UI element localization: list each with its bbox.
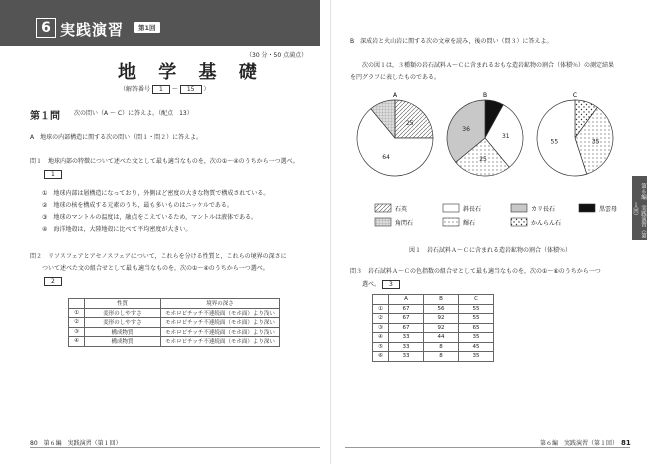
chapter-title: 実践演習 (60, 21, 125, 39)
footer-right: 第６編 実践演習（第１回） 81 (540, 439, 631, 447)
legend-swatch-5 (443, 218, 459, 226)
legend-label-1: 斜長石 (463, 206, 482, 213)
legend-swatch-1 (443, 204, 459, 212)
option-4: ④ 海洋地殻は，大陸地殻に比べて平均密度が大きい。 (42, 226, 192, 233)
table-row: ① 変形のしやすさ モホロビチッチ不連続面（モホ面）より浅い (69, 308, 280, 318)
pie-label-A: A (392, 92, 398, 99)
legend-swatch-0 (375, 204, 391, 212)
q1-1-stem: 問１ 地球内部の特徴について述べた文として最も適当なものを，次の①～④のうちから一つ選べ。 (30, 158, 299, 165)
pie-value-B-2: 25 (479, 155, 487, 163)
q3-stem-line2: 選べ。 3 (362, 280, 402, 289)
table-header-row: A B C (373, 295, 494, 305)
option-2: ② 地球の核を構成する元素のうち，最も多いものはニッケルである。 (42, 202, 233, 209)
legend-swatch-3 (579, 204, 595, 212)
table-row: ③ 構成物質 モホロビチッチ不連続面（モホ面）より浅い (69, 327, 280, 337)
legend-label-4: 角閃石 (395, 220, 414, 227)
legend-swatch-2 (511, 204, 527, 212)
section-b-text-2: を円グラフに表したものである。 (350, 74, 441, 81)
pie-value-A-1: 64 (382, 153, 390, 161)
footer-left: 80 第６編 実践演習（第１回） (30, 440, 122, 447)
pie-value-A-0: 25 (405, 120, 414, 128)
table-row: ② 変形のしやすさ モホロビチッチ不連続面（モホ面）より深い (69, 318, 280, 328)
legend-label-3: 黒雲母 (599, 206, 618, 213)
answer-range: （解答番号 1 ～ 15 ） (120, 86, 210, 93)
pie-label-C: C (572, 92, 578, 99)
pie-label-B: B (482, 92, 488, 99)
table-row: ② 67 92 55 (373, 314, 494, 324)
table-row: ⑤ 33 8 45 (373, 342, 494, 352)
figure-caption: 図１ 岩石試料Ａ～Ｃに含まれる造岩鉱物の割合（体積％） (408, 247, 572, 254)
q1-title: 第１問 (30, 111, 60, 122)
pie-value-B-1: 31 (501, 133, 510, 141)
q1-2-stem-line1: 問２ リソスフェアとアセノスフェアについて，これらを分ける性質と，これらの境界の深さに (30, 253, 287, 260)
q1-2-answer-box: 2 (42, 277, 64, 286)
table-row: ④ 構成物質 モホロビチッチ不連続面（モホ面）より深い (69, 337, 280, 347)
pie-slice-A-0 (395, 100, 433, 138)
q1-1-options (42, 190, 269, 234)
legend-label-5: 輝石 (463, 220, 476, 227)
section-a-intro: A 地球の内部構造に関する次の問い（問１・問２）に答えよ。 (30, 134, 203, 141)
option-1: ① 地球内部は層構造になっており，外側ほど密度の大きな物質で構成されている。 (42, 190, 270, 197)
round-badge: 第1回 (134, 22, 160, 33)
gutter (330, 0, 331, 464)
section-b-text-1: 次の図１は，３種類の岩石試料Ａ～Ｃに含まれるおもな造岩鉱物の割合（体積％）の測定結果 (362, 62, 615, 69)
legend-swatch-6 (511, 218, 527, 226)
subject-title: 地 学 基 礎 (118, 62, 265, 83)
side-tab: 第６編 実践演習（第１回） (632, 176, 647, 240)
q1-1-answer-box: 1 (42, 170, 64, 179)
q3-choice-table (372, 294, 494, 362)
time-note: （30 分・50 点満点） (246, 52, 308, 59)
table-row: ④ 33 44 35 (373, 333, 494, 343)
q3-stem-line1: 問３ 岩石試料Ａ～Ｃの色指数の組合せとして最も適当なものを，次の①～⑥のうちから一つ (350, 268, 601, 275)
pie-value-C-1: 35 (591, 138, 600, 146)
pie-value-C-2: 55 (550, 138, 559, 146)
legend-label-0: 石英 (395, 206, 408, 213)
table-row: ⑥ 33 8 35 (373, 352, 494, 362)
q1-intro: 次の問い（A ～ C）に答えよ。（配点 13） (74, 110, 193, 117)
legend-label-2: カリ長石 (531, 206, 556, 213)
table-row: ③ 67 92 65 (373, 323, 494, 333)
table-header-row: 性質 境界の深さ (69, 299, 280, 309)
footer-rule-left (30, 447, 320, 448)
figure-1 (355, 88, 625, 260)
section-b-intro: B 深成岩と火山岩に関する次の文章を読み，後の問い（問３）に答えよ。 (350, 38, 553, 45)
q1-2-choice-table (68, 298, 280, 347)
table-row: ① 67 56 55 (373, 304, 494, 314)
footer-rule-right (345, 447, 630, 448)
legend-swatch-4 (375, 218, 391, 226)
pie-value-B-3: 36 (462, 126, 470, 134)
option-3: ③ 地球のマントルの温度は，融点をこえているため，マントルは液体である。 (42, 214, 258, 221)
legend-label-6: かんらん石 (531, 220, 562, 227)
chapter-number: 6 (36, 18, 56, 38)
q1-2-stem-line2: ついて述べた文の組合せとして最も適当なものを，次の①～④のうちから一つ選べ。 (42, 265, 269, 272)
